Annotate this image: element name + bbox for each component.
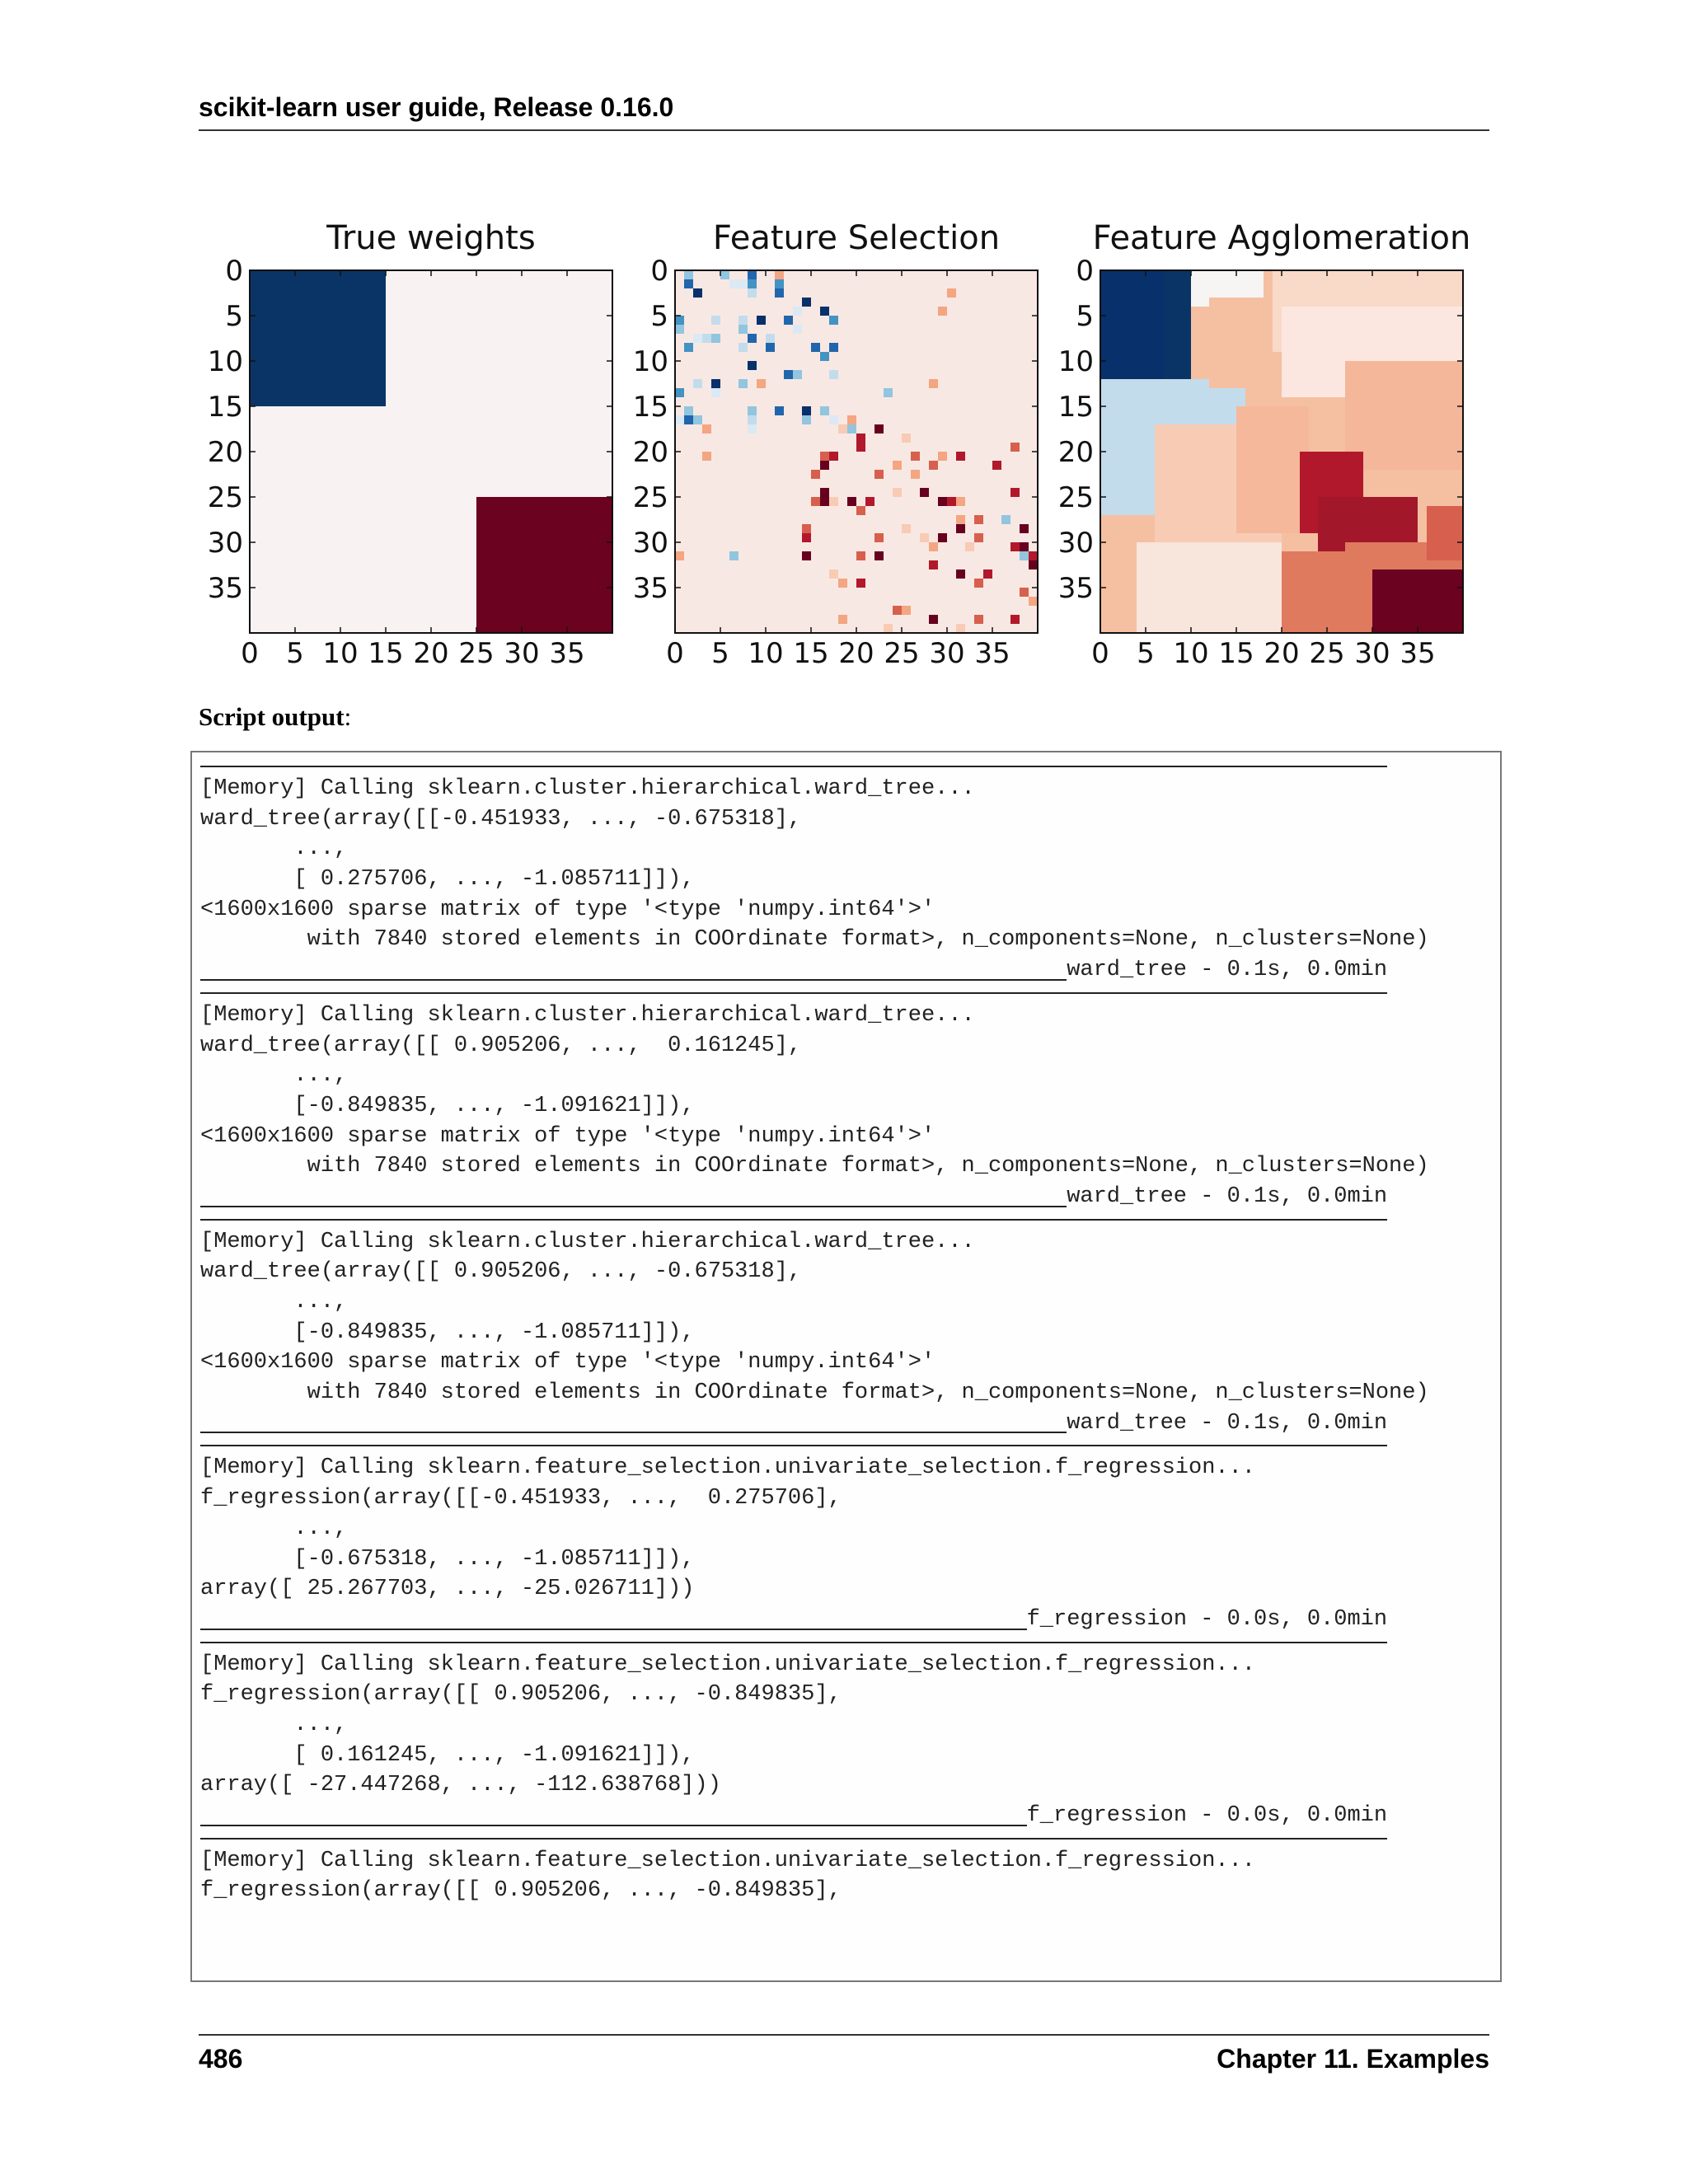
selection-cell-positive <box>711 388 720 397</box>
selection-cell-negative <box>829 452 838 461</box>
x-tick-label: 25 <box>884 637 920 670</box>
output-line: [Memory] Calling sklearn.feature_selection.univariate_selection.f_regression... <box>200 1848 1256 1873</box>
output-block <box>200 1438 1500 1634</box>
y-tick-label: 35 <box>632 572 668 605</box>
chapter-title: Chapter 11. Examples <box>1217 2044 1489 2074</box>
output-line: f_regression(array([[ 0.905206, ..., -0.849835], <box>200 1878 842 1904</box>
output-line: <1600x1600 sparse matrix of type '<type 'numpy.int64'>' <box>200 897 935 922</box>
x-tick-label: 5 <box>711 637 729 670</box>
selection-cell-positive <box>748 424 757 434</box>
true-weights-positive-block <box>250 270 386 406</box>
output-separator <box>200 1831 1500 1846</box>
timing-rule <box>200 1206 1067 1207</box>
output-line: [Memory] Calling sklearn.cluster.hierarchical.ward_tree... <box>200 776 975 801</box>
output-line: [-0.849835, ..., -1.091621]]), <box>200 1093 695 1118</box>
selection-cell-positive <box>829 343 838 352</box>
selection-cell-negative <box>829 569 838 579</box>
x-tick-label: 20 <box>838 637 874 670</box>
output-separator <box>200 1635 1500 1650</box>
selection-cell-positive <box>766 343 775 352</box>
selection-cell-negative <box>956 452 965 461</box>
y-tick-label: 25 <box>632 481 668 514</box>
selection-cell-negative <box>965 542 974 551</box>
footer-rule <box>199 2034 1489 2036</box>
x-tick-label: 35 <box>549 637 585 670</box>
selection-cell-positive <box>684 279 693 288</box>
y-tick-label: 30 <box>632 527 668 560</box>
y-tick-label: 35 <box>207 572 243 605</box>
output-line: ..., <box>200 1290 348 1315</box>
y-tick-label: 0 <box>650 255 668 288</box>
heatmap-figure <box>199 216 1489 686</box>
output-line: ..., <box>200 1712 348 1737</box>
selection-cell-positive <box>693 334 702 343</box>
selection-cell-positive <box>711 334 720 343</box>
selection-cell-negative <box>983 569 992 579</box>
selection-cell-negative <box>902 434 911 443</box>
output-line: [Memory] Calling sklearn.cluster.hierarchical.ward_tree... <box>200 1002 975 1028</box>
x-tick-label: 0 <box>1091 637 1109 670</box>
selection-cell-positive <box>693 288 702 298</box>
timing-text: ward_tree - 0.1s, 0.0min <box>1067 1183 1388 1209</box>
selection-cell-negative <box>820 488 829 497</box>
selection-cell-positive <box>802 406 811 415</box>
agglomeration-cluster <box>1100 388 1146 515</box>
y-tick-label: 20 <box>207 436 243 469</box>
figure-weights-comparison <box>199 216 1489 686</box>
output-timing-line <box>200 955 1500 986</box>
selection-cell-negative <box>838 424 847 434</box>
y-tick-label: 10 <box>207 345 243 378</box>
selection-cell-negative <box>856 506 865 515</box>
selection-cell-positive <box>820 352 829 361</box>
selection-cell-positive <box>775 288 784 298</box>
selection-cell-negative <box>829 497 838 506</box>
output-line: ..., <box>200 837 348 862</box>
y-tick-label: 0 <box>1076 255 1094 288</box>
selection-cell-negative <box>992 461 1001 470</box>
output-timing-line <box>200 1605 1500 1635</box>
selection-cell-negative <box>956 624 965 633</box>
selection-cell-positive <box>784 316 793 325</box>
running-header-title: scikit-learn user guide, Release 0.16.0 <box>199 92 674 122</box>
selection-cell-negative <box>1010 443 1020 452</box>
selection-cell-positive <box>738 343 748 352</box>
output-line: ..., <box>200 1063 348 1089</box>
selection-cell-positive <box>829 316 838 325</box>
output-block <box>200 1635 1500 1831</box>
timing-text: ward_tree - 0.1s, 0.0min <box>1067 1410 1388 1436</box>
x-tick-label: 10 <box>322 637 359 670</box>
output-line: [Memory] Calling sklearn.feature_selection.univariate_selection.f_regression... <box>200 1455 1256 1481</box>
x-tick-label: 0 <box>666 637 684 670</box>
script-output-label-text: Script output <box>199 702 345 731</box>
x-tick-label: 25 <box>1309 637 1345 670</box>
selection-cell-positive <box>693 379 702 388</box>
y-tick-label: 10 <box>632 345 668 378</box>
output-block <box>200 986 1500 1212</box>
output-block <box>200 1831 1500 1906</box>
panel-title: Feature Selection <box>712 219 1001 257</box>
agglomeration-cluster <box>1100 270 1164 388</box>
x-tick-label: 10 <box>1173 637 1209 670</box>
selection-cell-negative <box>865 497 874 506</box>
selection-cell-noise <box>884 388 893 397</box>
selection-cell-positive <box>793 370 802 379</box>
selection-cell-positive <box>675 325 684 334</box>
selection-cell-noise <box>929 379 938 388</box>
selection-cell-positive <box>720 270 729 279</box>
selection-cell-noise <box>938 307 947 316</box>
selection-cell-negative <box>820 497 829 506</box>
output-line: [Memory] Calling sklearn.cluster.hierarchical.ward_tree... <box>200 1229 975 1254</box>
selection-cell-negative <box>974 615 983 624</box>
output-line: ward_tree(array([[-0.451933, ..., -0.675318], <box>200 806 802 832</box>
output-separator <box>200 986 1500 1001</box>
selection-cell-negative <box>956 497 965 506</box>
page-number: 486 <box>199 2044 243 2074</box>
output-line: ..., <box>200 1516 348 1541</box>
selection-cell-negative <box>1020 524 1029 533</box>
output-line: [Memory] Calling sklearn.feature_selection.univariate_selection.f_regression... <box>200 1652 1256 1677</box>
selection-cell-positive <box>748 279 757 288</box>
selection-cell-negative <box>920 533 929 542</box>
output-line: array([ 25.267703, ..., -25.026711])) <box>200 1577 695 1602</box>
agglomeration-cluster <box>1236 406 1309 533</box>
selection-cell-negative <box>856 551 865 560</box>
x-tick-label: 30 <box>1354 637 1390 670</box>
selection-cell-noise <box>947 288 956 298</box>
selection-cell-negative <box>902 524 911 533</box>
output-line: f_regression(array([[ 0.905206, ..., -0.849835], <box>200 1682 842 1708</box>
x-tick-label: 20 <box>413 637 449 670</box>
output-line: <1600x1600 sparse matrix of type '<type 'numpy.int64'>' <box>200 1350 935 1376</box>
x-tick-label: 20 <box>1264 637 1300 670</box>
script-output-content <box>200 759 1500 1906</box>
selection-cell-negative <box>884 624 893 633</box>
agglomeration-cluster <box>1209 298 1264 388</box>
x-tick-label: 35 <box>974 637 1010 670</box>
output-line: <1600x1600 sparse matrix of type '<type 'numpy.int64'>' <box>200 1123 935 1149</box>
y-tick-label: 30 <box>207 527 243 560</box>
y-tick-label: 5 <box>650 300 668 333</box>
timing-rule <box>200 1432 1067 1433</box>
selection-cell-noise <box>820 406 829 415</box>
x-tick-label: 30 <box>929 637 965 670</box>
output-line: ward_tree(array([[ 0.905206, ..., -0.675318], <box>200 1259 802 1285</box>
selection-cell-negative <box>920 488 929 497</box>
timing-text: ward_tree - 0.1s, 0.0min <box>1067 958 1388 983</box>
selection-cell-noise <box>729 551 738 560</box>
x-tick-label: 10 <box>748 637 784 670</box>
selection-cell-positive <box>693 415 702 424</box>
selection-cell-positive <box>748 361 757 370</box>
selection-cell-noise <box>838 579 847 588</box>
selection-cell-negative <box>929 615 938 624</box>
selection-cell-negative <box>811 497 820 506</box>
script-output-box <box>190 751 1502 1982</box>
y-tick-label: 15 <box>207 391 243 424</box>
output-line: ward_tree(array([[ 0.905206, ..., 0.161245], <box>200 1033 802 1058</box>
selection-cell-positive <box>702 334 711 343</box>
selection-cell-negative <box>929 560 938 569</box>
y-tick-label: 15 <box>632 391 668 424</box>
selection-cell-positive <box>775 279 784 288</box>
x-tick-label: 15 <box>793 637 829 670</box>
selection-cell-positive <box>793 325 802 334</box>
output-line: with 7840 stored elements in COOrdinate format>, n_components=None, n_clusters=None) <box>200 927 1429 953</box>
x-tick-label: 15 <box>368 637 404 670</box>
timing-rule <box>200 1825 1027 1826</box>
selection-cell-positive <box>711 379 720 388</box>
selection-cell-positive <box>738 379 748 388</box>
selection-cell-negative <box>874 470 884 479</box>
selection-cell-negative <box>956 524 965 533</box>
selection-cell-negative <box>1029 551 1038 560</box>
selection-cell-positive <box>757 316 766 325</box>
output-timing-line <box>200 1801 1500 1831</box>
selection-cell-positive <box>684 270 693 279</box>
panel-title: True weights <box>326 219 536 257</box>
output-separator <box>200 1212 1500 1227</box>
output-block <box>200 759 1500 986</box>
selection-cell-positive <box>802 415 811 424</box>
selection-cell-positive <box>684 406 693 415</box>
selection-cell-noise <box>1001 515 1010 524</box>
y-tick-label: 25 <box>207 481 243 514</box>
timing-text: f_regression - 0.0s, 0.0min <box>1026 1803 1388 1828</box>
selection-cell-positive <box>811 343 820 352</box>
x-tick-label: 0 <box>241 637 259 670</box>
selection-cell-positive <box>675 388 684 397</box>
x-tick-label: 25 <box>458 637 495 670</box>
selection-cell-negative <box>947 497 956 506</box>
output-timing-line <box>200 1408 1500 1439</box>
selection-cell-negative <box>1029 597 1038 606</box>
output-line: array([ -27.447268, ..., -112.638768])) <box>200 1773 721 1798</box>
true-weights-negative-block <box>476 497 612 633</box>
x-tick-label: 30 <box>504 637 540 670</box>
agglomeration-cluster <box>1137 542 1282 633</box>
selection-cell-positive <box>748 288 757 298</box>
y-tick-label: 5 <box>225 300 243 333</box>
selection-cell-positive <box>829 370 838 379</box>
selection-cell-positive <box>675 415 684 424</box>
selection-cell-negative <box>1020 542 1029 551</box>
selection-cell-negative <box>974 515 983 524</box>
selection-cell-negative <box>874 424 884 434</box>
x-tick-label: 5 <box>286 637 304 670</box>
selection-cell-negative <box>856 443 865 452</box>
output-line: [-0.849835, ..., -1.085711]]), <box>200 1319 695 1345</box>
header-rule <box>199 129 1489 131</box>
selection-cell-negative <box>956 569 965 579</box>
selection-cell-negative <box>802 551 811 560</box>
output-line: f_regression(array([[-0.451933, ..., 0.275706], <box>200 1486 842 1511</box>
selection-cell-positive <box>766 334 775 343</box>
output-line: with 7840 stored elements in COOrdinate format>, n_components=None, n_clusters=None) <box>200 1154 1429 1179</box>
selection-cell-positive <box>802 298 811 307</box>
timing-text: f_regression - 0.0s, 0.0min <box>1026 1606 1388 1632</box>
timing-rule <box>200 1629 1027 1630</box>
selection-cell-positive <box>711 316 720 325</box>
y-tick-label: 10 <box>1057 345 1094 378</box>
y-tick-label: 5 <box>1076 300 1094 333</box>
output-line: [ 0.275706, ..., -1.085711]]), <box>200 867 695 893</box>
y-tick-label: 0 <box>225 255 243 288</box>
selection-cell-noise <box>847 424 856 434</box>
agglomeration-cluster <box>1427 506 1463 560</box>
selection-cell-noise <box>956 515 965 524</box>
agglomeration-cluster <box>1372 569 1463 633</box>
selection-cell-positive <box>775 406 784 415</box>
output-separator <box>200 1438 1500 1453</box>
selection-cell-positive <box>738 279 748 288</box>
x-tick-label: 5 <box>1137 637 1155 670</box>
selection-cell-noise <box>675 551 684 560</box>
selection-cell-noise <box>702 452 711 461</box>
y-tick-label: 20 <box>1057 436 1094 469</box>
selection-cell-negative <box>1029 560 1038 569</box>
selection-cell-negative <box>1010 615 1020 624</box>
selection-cell-positive <box>738 316 748 325</box>
y-tick-label: 30 <box>1057 527 1094 560</box>
selection-cell-negative <box>820 461 829 470</box>
selection-cell-positive <box>684 343 693 352</box>
selection-cell-negative <box>938 452 947 461</box>
selection-cell-negative <box>893 461 902 470</box>
selection-cell-positive <box>784 370 793 379</box>
selection-cell-noise <box>847 415 856 424</box>
selection-cell-positive <box>729 279 738 288</box>
output-line: with 7840 stored elements in COOrdinate format>, n_components=None, n_clusters=None) <box>200 1380 1429 1406</box>
selection-cell-positive <box>738 325 748 334</box>
selection-cell-noise <box>702 424 711 434</box>
y-tick-label: 20 <box>632 436 668 469</box>
selection-cell-negative <box>874 551 884 560</box>
selection-cell-negative <box>974 579 983 588</box>
timing-rule <box>200 979 1067 981</box>
selection-cell-negative <box>938 533 947 542</box>
selection-cell-negative <box>911 452 920 461</box>
selection-cell-positive <box>748 270 757 279</box>
selection-cell-negative <box>856 434 865 443</box>
panel-title: Feature Agglomeration <box>1092 219 1471 257</box>
selection-cell-positive <box>829 415 838 424</box>
selection-cell-negative <box>802 524 811 533</box>
script-output-label-colon: : <box>344 702 352 731</box>
selection-cell-noise <box>757 379 766 388</box>
selection-cell-negative <box>893 606 902 615</box>
selection-cell-positive <box>748 406 757 415</box>
y-tick-label: 35 <box>1057 572 1094 605</box>
selection-cell-positive <box>820 307 829 316</box>
output-block <box>200 1212 1500 1439</box>
selection-cell-negative <box>1010 488 1020 497</box>
selection-cell-negative <box>856 579 865 588</box>
selection-cell-positive <box>675 316 684 325</box>
selection-cell-negative <box>938 497 947 506</box>
selection-cell-noise <box>775 270 784 279</box>
x-tick-label: 15 <box>1218 637 1254 670</box>
selection-cell-negative <box>838 615 847 624</box>
selection-cell-negative <box>929 461 938 470</box>
selection-cell-negative <box>811 470 820 479</box>
script-output-label <box>199 702 351 732</box>
selection-cell-positive <box>684 415 693 424</box>
x-tick-label: 35 <box>1400 637 1436 670</box>
selection-cell-negative <box>893 488 902 497</box>
selection-cell-negative <box>902 606 911 615</box>
selection-cell-negative <box>1010 542 1020 551</box>
output-separator <box>200 759 1500 774</box>
selection-cell-positive <box>793 307 802 316</box>
selection-cell-negative <box>847 497 856 506</box>
selection-cell-negative <box>1020 588 1029 597</box>
selection-cell-negative <box>802 533 811 542</box>
selection-cell-negative <box>874 533 884 542</box>
y-tick-label: 25 <box>1057 481 1094 514</box>
selection-cell-negative <box>820 452 829 461</box>
y-tick-label: 15 <box>1057 391 1094 424</box>
selection-cell-positive <box>748 415 757 424</box>
output-line: [-0.675318, ..., -1.085711]]), <box>200 1546 695 1572</box>
selection-cell-positive <box>748 334 757 343</box>
selection-cell-negative <box>974 533 983 542</box>
selection-cell-noise <box>929 542 938 551</box>
output-timing-line <box>200 1182 1500 1212</box>
selection-cell-noise <box>1020 551 1029 560</box>
selection-cell-negative <box>911 470 920 479</box>
output-line: [ 0.161245, ..., -1.091621]]), <box>200 1742 695 1768</box>
